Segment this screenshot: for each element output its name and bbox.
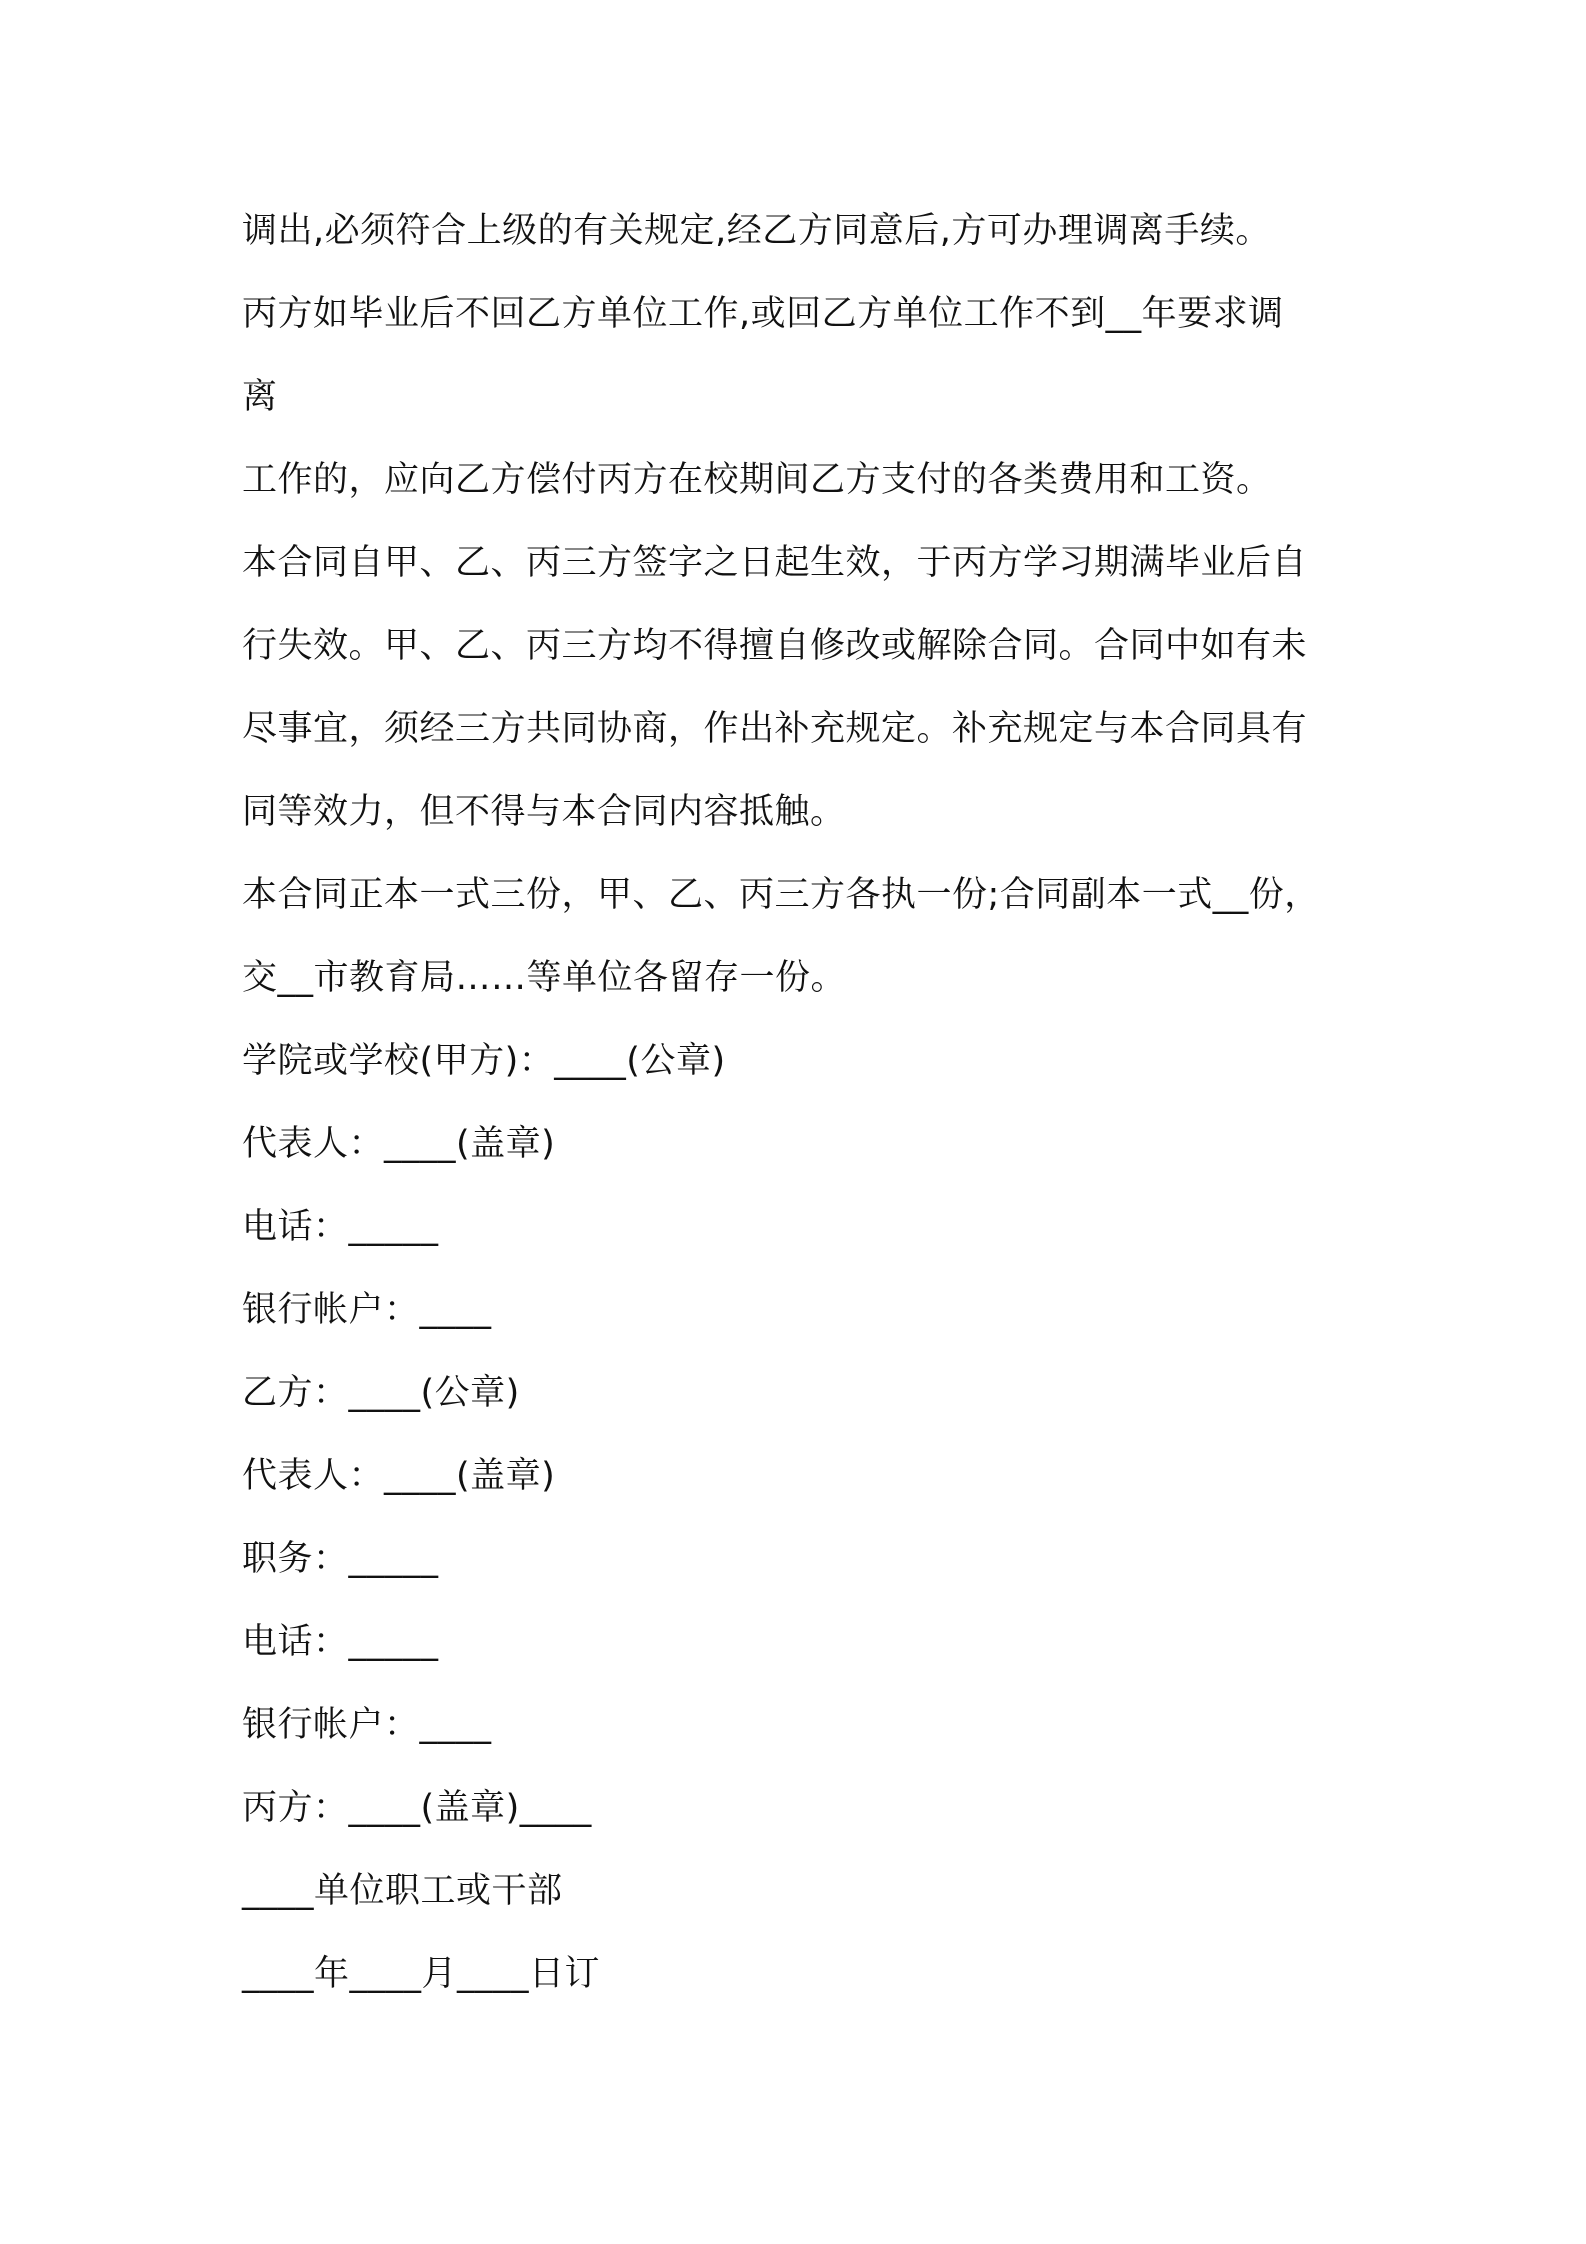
text-line: 离 (242, 377, 278, 417)
text-line: 丙方如毕业后不回乙方单位工作,或回乙方单位工作不到__年要求调 (242, 294, 1284, 334)
text-line: 尽事宜，须经三方共同协商，作出补充规定。补充规定与本合同具有 (242, 709, 1308, 749)
signature-field: 职务：_____ (242, 1539, 439, 1579)
document-body (242, 196, 1362, 2022)
signature-field: ____单位职工或干部 (242, 1871, 563, 1911)
signature-field: 电话：_____ (242, 1622, 439, 1662)
text-line: 交__市教育局……等单位各留存一份。 (242, 958, 847, 998)
signature-field: 乙方：____(公章) (242, 1373, 520, 1413)
signature-field: 银行帐户：____ (242, 1290, 492, 1330)
text-line: 调出,必须符合上级的有关规定,经乙方同意后,方可办理调离手续。 (242, 211, 1271, 251)
signature-field: 丙方：____(盖章)____ (242, 1788, 592, 1828)
text-line: 同等效力，但不得与本合同内容抵触。 (242, 792, 846, 832)
text-line: 本合同自甲、乙、丙三方签字之日起生效，于丙方学习期满毕业后自 (242, 543, 1308, 583)
signature-field: 电话：_____ (242, 1207, 439, 1247)
text-line: 工作的，应向乙方偿付丙方在校期间乙方支付的各类费用和工资。 (242, 460, 1272, 500)
signature-field: 银行帐户：____ (242, 1705, 492, 1745)
signature-field: 代表人：____(盖章) (242, 1456, 556, 1496)
text-line: 行失效。甲、乙、丙三方均不得擅自修改或解除合同。合同中如有未 (242, 626, 1308, 666)
signature-field: 代表人：____(盖章) (242, 1124, 556, 1164)
signature-field: 学院或学校(甲方)：____(公章) (242, 1041, 726, 1081)
date-field: ____年____月____日订 (242, 1954, 601, 1994)
text-line: 本合同正本一式三份，甲、乙、丙三方各执一份;合同副本一式__份， (242, 875, 1320, 915)
